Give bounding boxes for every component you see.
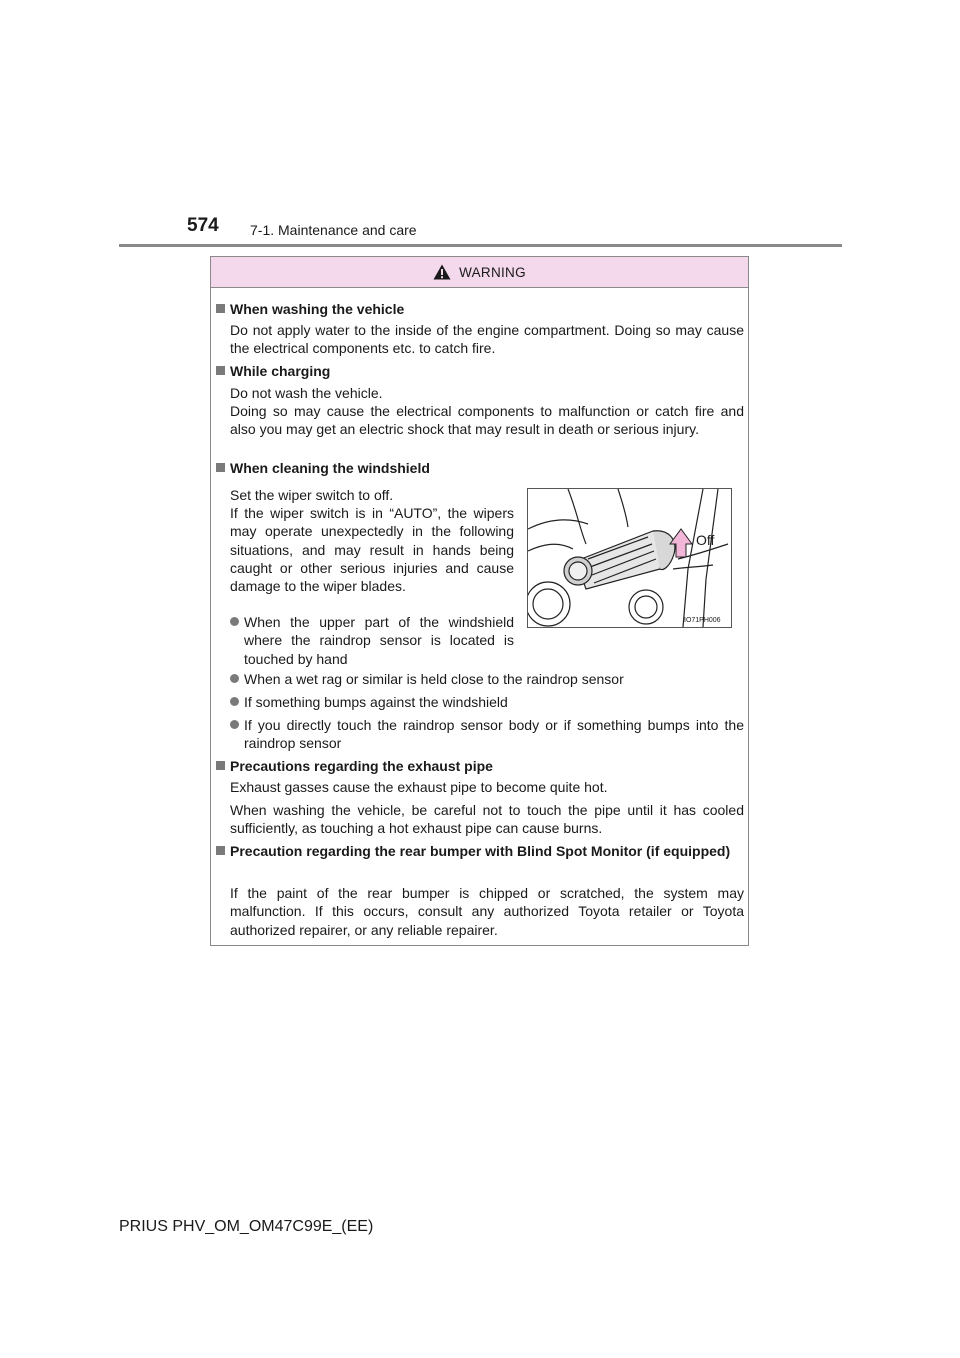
heading-text: When cleaning the windshield	[230, 460, 430, 476]
figure-code: IO71PH006	[684, 617, 721, 624]
section-title: 7-1. Maintenance and care	[250, 222, 417, 238]
heading-charging	[216, 362, 744, 380]
heading-text: When washing the vehicle	[230, 301, 405, 317]
warning-title: WARNING	[459, 264, 526, 280]
para-charging-1: Do not wash the vehicle.	[230, 385, 383, 401]
bullet-windshield-1: When the upper part of the windshield where the raindrop sensor is located is touched by hand	[230, 613, 514, 668]
warning-box	[210, 256, 749, 946]
round-bullet-icon	[230, 617, 239, 626]
warning-header	[211, 257, 748, 288]
footer-model-code: PRIUS PHV_OM_OM47C99E_(EE)	[119, 1218, 374, 1235]
heading-text: While charging	[230, 363, 331, 379]
square-bullet-icon	[216, 761, 225, 770]
square-bullet-icon	[216, 366, 225, 375]
square-bullet-icon	[216, 463, 225, 472]
header-rule	[119, 244, 842, 247]
para-windshield: If the wiper switch is in “AUTO”, the wipers may operate unexpectedly in the following situations, and may result in hands being caught or other serious injuries and cause damage to the wiper blades.	[230, 505, 514, 595]
square-bullet-icon	[216, 846, 225, 855]
wiper-switch-illustration	[528, 489, 731, 627]
figure-label-off: Off	[696, 532, 715, 548]
bullet-windshield-4: If you directly touch the raindrop sensor body or if something bumps into the raindrop sensor	[230, 716, 744, 753]
round-bullet-icon	[230, 674, 239, 683]
wiper-switch-figure	[527, 488, 732, 628]
heading-exhaust	[216, 757, 744, 775]
para-windshield-intro: Set the wiper switch to off.	[230, 487, 394, 503]
para-charging-2: Doing so may cause the electrical components to malfunction or catch fire and also you may get an electric shock that may result in death or serious injury.	[230, 403, 744, 438]
heading-windshield	[216, 459, 744, 477]
page-number: 574	[187, 215, 219, 236]
bullet-windshield-3: If something bumps against the windshield	[230, 693, 744, 711]
bullet-windshield-2: When a wet rag or similar is held close to the raindrop sensor	[230, 670, 744, 688]
square-bullet-icon	[216, 304, 225, 313]
heading-text: Precautions regarding the exhaust pipe	[230, 758, 493, 774]
para-bumper: If the paint of the rear bumper is chipped or scratched, the system may malfunction. If this occurs, consult any authorized Toyota retailer or Toyota authorized repairer, or any reliable repairer.	[230, 885, 744, 938]
para-washing: Do not apply water to the inside of the engine compartment. Doing so may cause the electrical components etc. to catch fire.	[230, 322, 744, 357]
para-exhaust-1: Exhaust gasses cause the exhaust pipe to become quite hot.	[230, 779, 608, 795]
round-bullet-icon	[230, 720, 239, 729]
para-exhaust-2: When washing the vehicle, be careful not to touch the pipe until it has cooled sufficiently, as touching a hot exhaust pipe can cause burns.	[230, 802, 744, 837]
heading-text: Precaution regarding the rear bumper with Blind Spot Monitor (if equipped)	[230, 843, 731, 859]
round-bullet-icon	[230, 697, 239, 706]
warning-triangle-icon	[433, 264, 451, 280]
heading-washing	[216, 300, 744, 318]
heading-bumper	[216, 842, 744, 860]
